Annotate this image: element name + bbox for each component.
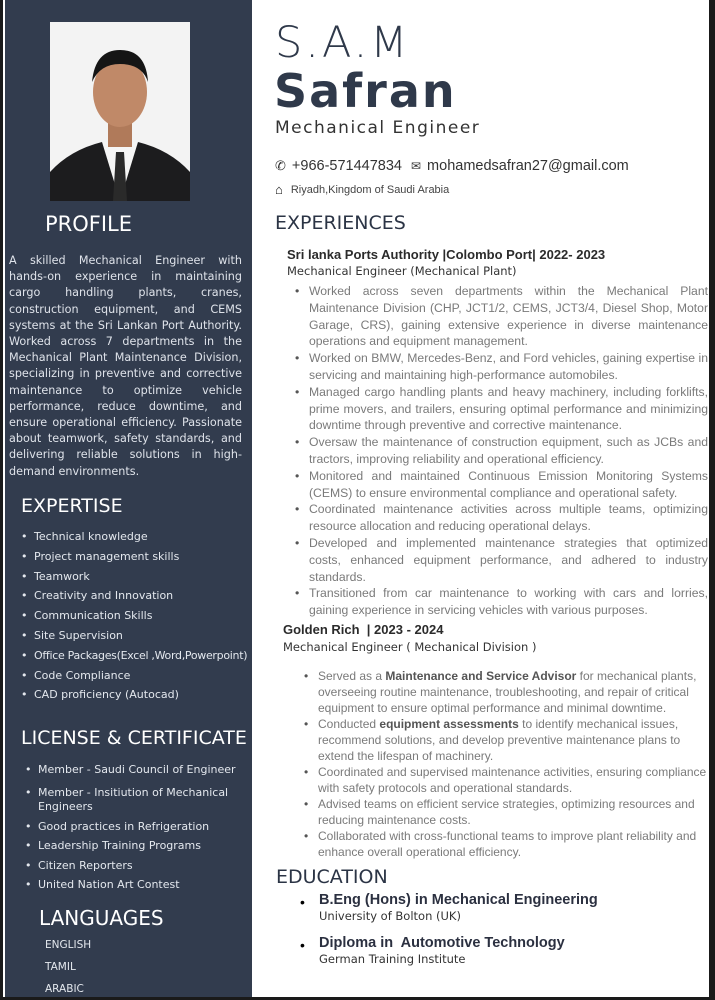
job-role: Mechanical Engineer (Mechanical Plant) — [287, 264, 517, 278]
phone-icon: ✆ — [275, 158, 286, 173]
job-bullet: • Advised teams on efficient service strategies, optimizing resources and reducing maintenance costs. — [296, 796, 712, 828]
degree: B.Eng (Hons) in Mechanical Engineering — [319, 892, 598, 908]
languages-heading: LANGUAGES — [39, 906, 164, 930]
profile-photo — [50, 22, 190, 201]
job-bullet: • Conducted equipment assessments to identify mechanical issues, recommend solutions, and develop preventive maintenance plans to extend the lifespan of machinery. — [296, 716, 712, 764]
job-bullet: • Oversaw the maintenance of construction equipment, such as JCBs and tractors, improving reliability and operational efficiency. — [287, 434, 708, 468]
sidebar — [5, 0, 252, 997]
resume-page — [3, 0, 709, 997]
expertise-item: • Creativity and Innovation — [21, 586, 247, 606]
degree: Diploma in Automotive Technology — [319, 935, 565, 951]
job-bullet: • Worked on BMW, Mercedes-Benz, and Ford vehicles, gaining expertise in servicing and maintaining high-performance automobiles. — [287, 350, 708, 384]
last-name: Safran — [274, 64, 457, 118]
expertise-item: • Office Packages(Excel ,Word,Powerpoint) — [21, 646, 247, 666]
contact-row — [275, 158, 629, 174]
profile-summary: A skilled Mechanical Engineer with hands-on experience in maintaining cargo handling plants, cranes, construction equipment, and CEMS systems at the Sri Lankan Port Authority. Worked across 7 departments in the Mechanical Plant Maintenance Division, specializing in preventive and corrective maintenance to optimize vehicle performance, reduce downtime, and ensure operational efficiency. Passionate about teamwork, safety standards, and delivering reliable solutions in high-demand environments. — [9, 254, 242, 478]
phone-number: +966-571447834 — [291, 158, 402, 174]
education-heading: EDUCATION — [276, 866, 388, 888]
license-item: • Member - Saudi Council of Engineer — [25, 763, 247, 778]
home-icon: ⌂ — [275, 182, 283, 197]
education-item: • B.Eng (Hons) in Mechanical Engineering University of Bolton (UK) — [300, 892, 598, 923]
license-heading: LICENSE & CERTIFICATE — [21, 727, 247, 749]
expertise-list — [21, 527, 247, 705]
expertise-heading: EXPERTISE — [21, 495, 123, 517]
first-name: S.A.M — [275, 18, 411, 68]
job-bullets — [296, 668, 712, 860]
job-heading: Sri lanka Ports Authority |Colombo Port| 2022- 2023 — [287, 247, 606, 262]
school: University of Bolton (UK) — [319, 909, 461, 923]
language-item: ENGLISH — [45, 939, 92, 951]
job-bullet: • Served as a Maintenance and Service Advisor for mechanical plants, overseeing routine maintenance, troubleshooting, and repair of critical equipment to ensure optimal performance and minimal downtime. — [296, 668, 712, 716]
job-bullet: • Coordinated maintenance activities across multiple teams, optimizing resource allocation and reducing operational delays. — [287, 501, 708, 535]
job-bullet: • Worked across seven departments within the Mechanical Plant Maintenance Division (CHP, JCT1/2, CEMS, JCT3/4, Diesel Shop, Motor Garage, CRS), gaining extensive experience in diverse maintenance operations and equipment management. — [287, 283, 708, 350]
license-item: • Citizen Reporters — [25, 859, 247, 874]
expertise-item: • Site Supervision — [21, 626, 247, 646]
expertise-item: • Code Compliance — [21, 666, 247, 686]
job-bullet: • Monitored and maintained Continuous Emission Monitoring Systems (CEMS) to ensure environmental compliance and operational safety. — [287, 468, 708, 502]
expertise-item: • Project management skills — [21, 547, 247, 567]
job-bullet: • Coordinated and supervised maintenance activities, ensuring compliance with safety protocols and operational standards. — [296, 764, 712, 796]
license-item: • Member - Insitiution of Mechanical Engineers — [25, 786, 247, 815]
job-title: Mechanical Engineer — [275, 118, 481, 138]
profile-heading: PROFILE — [45, 212, 133, 236]
job-heading: Golden Rich | 2023 - 2024 — [283, 622, 444, 637]
education-item: • Diploma in Automotive Technology German Training Institute — [300, 935, 565, 966]
language-item: ARABIC — [45, 982, 84, 995]
language-item: TAMIL — [45, 960, 76, 973]
job-bullet: • Developed and implemented maintenance strategies that optimized costs, enhanced equipment performance, and adhered to industry standards. — [287, 535, 708, 585]
email-address: mohamedsafran27@gmail.com — [427, 158, 629, 174]
expertise-item: • Teamwork — [21, 567, 247, 587]
license-item: • Leadership Training Programs — [25, 839, 247, 854]
job-bullet: • Collaborated with cross-functional teams to improve plant reliability and enhance overall operational efficiency. — [296, 828, 712, 860]
location-row — [275, 182, 449, 197]
location: Riyadh,Kingdom of Saudi Arabia — [290, 183, 450, 196]
license-item: • United Nation Art Contest — [25, 878, 247, 893]
school: German Training Institute — [319, 952, 466, 966]
experiences-heading: EXPERIENCES — [275, 212, 406, 234]
email-icon: ✉ — [410, 159, 422, 173]
expertise-item: • CAD proficiency (Autocad) — [21, 685, 247, 705]
job-bullet: • Transitioned from car maintenance to working with cars and lorries, gaining experience in servicing vehicles with various purposes. — [287, 585, 708, 619]
expertise-item: • Technical knowledge — [21, 527, 247, 547]
job-bullet: • Managed cargo handling plants and heavy machinery, including forklifts, prime movers, and trailers, ensuring optimal performance and minimizing downtime through preventive and corrective maintenance. — [287, 384, 708, 434]
languages-list — [45, 935, 91, 1000]
expertise-item: • Communication Skills — [21, 606, 247, 626]
license-item: • Good practices in Refrigeration — [25, 820, 247, 835]
job-role: Mechanical Engineer ( Mechanical Division ) — [283, 640, 537, 654]
license-list — [25, 763, 247, 893]
job-bullets — [287, 283, 708, 619]
